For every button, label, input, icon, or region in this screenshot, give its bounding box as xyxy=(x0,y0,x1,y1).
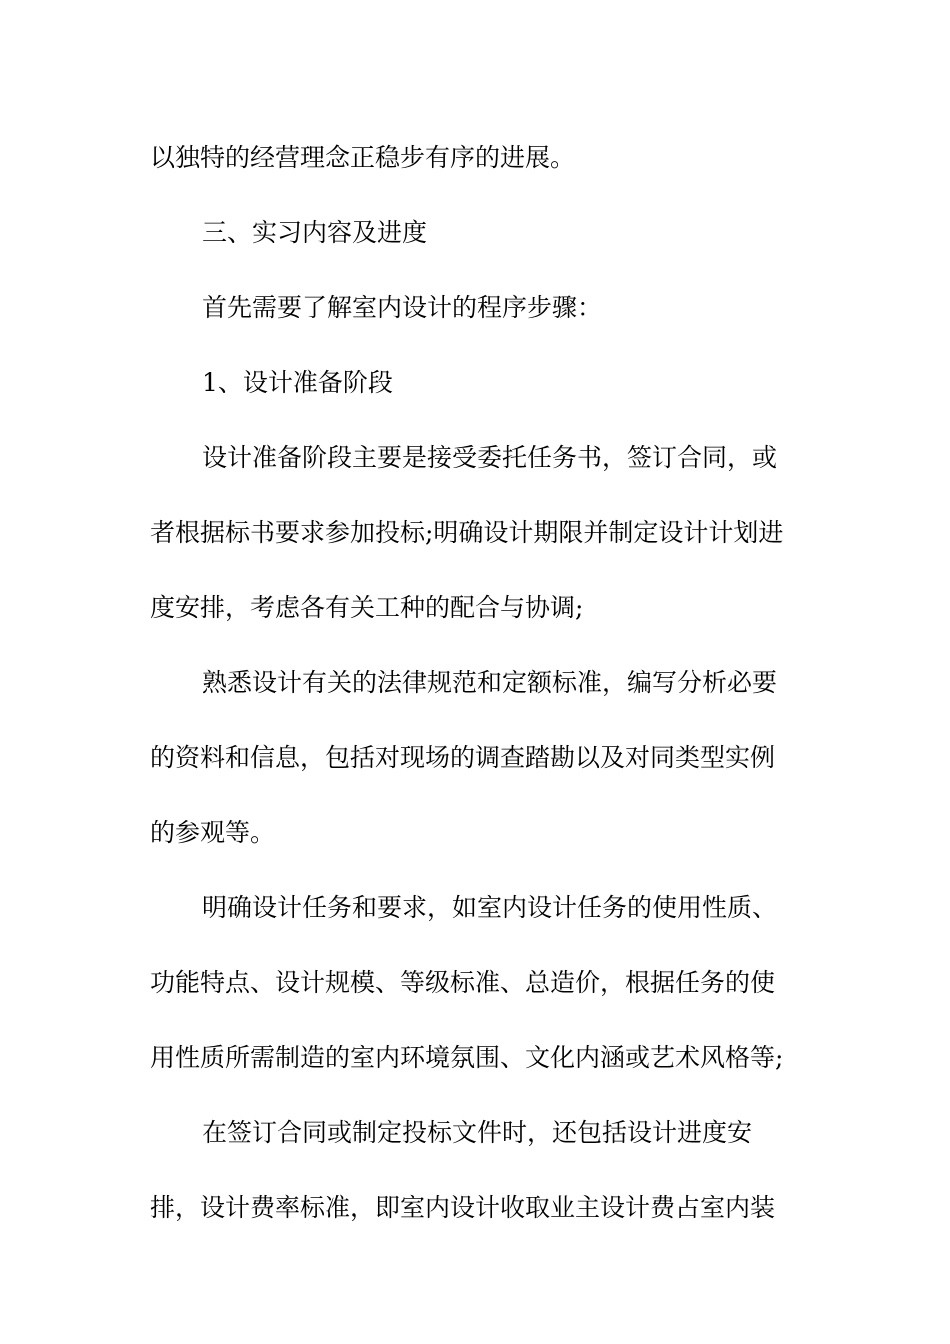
text-line: 明确设计任务和要求，如室内设计任务的使用性质、 xyxy=(202,893,778,922)
text-line: 功能特点、设计规模、等级标准、总造价，根据任务的使 xyxy=(150,968,776,997)
text-line: 设计准备阶段主要是接受委托任务书，签订合同，或 xyxy=(202,443,778,472)
text-line: 以独特的经营理念正稳步有序的进展。 xyxy=(150,143,576,172)
subsection-heading: 1、设计准备阶段 xyxy=(202,368,393,397)
text-line: 的参观等。 xyxy=(150,818,276,847)
text-line: 度安排，考虑各有关工种的配合与协调; xyxy=(150,593,584,622)
text-line: 用性质所需制造的室内环境氛围、文化内涵或艺术风格等; xyxy=(150,1043,784,1072)
text-line: 首先需要了解室内设计的程序步骤： xyxy=(202,293,603,322)
section-heading: 三、实习内容及进度 xyxy=(202,218,428,247)
text-line: 的资料和信息，包括对现场的调查踏勘以及对同类型实例 xyxy=(150,743,776,772)
text-line: 者根据标书要求参加投标;明确设计期限并制定设计计划进 xyxy=(150,518,784,547)
text-line: 排，设计费率标准，即室内设计收取业主设计费占室内装 xyxy=(150,1193,776,1222)
text-line: 在签订合同或制定投标文件时，还包括设计进度安 xyxy=(202,1118,753,1147)
text-line: 熟悉设计有关的法律规范和定额标准，编写分析必要 xyxy=(202,668,778,697)
document-body xyxy=(150,120,810,1245)
